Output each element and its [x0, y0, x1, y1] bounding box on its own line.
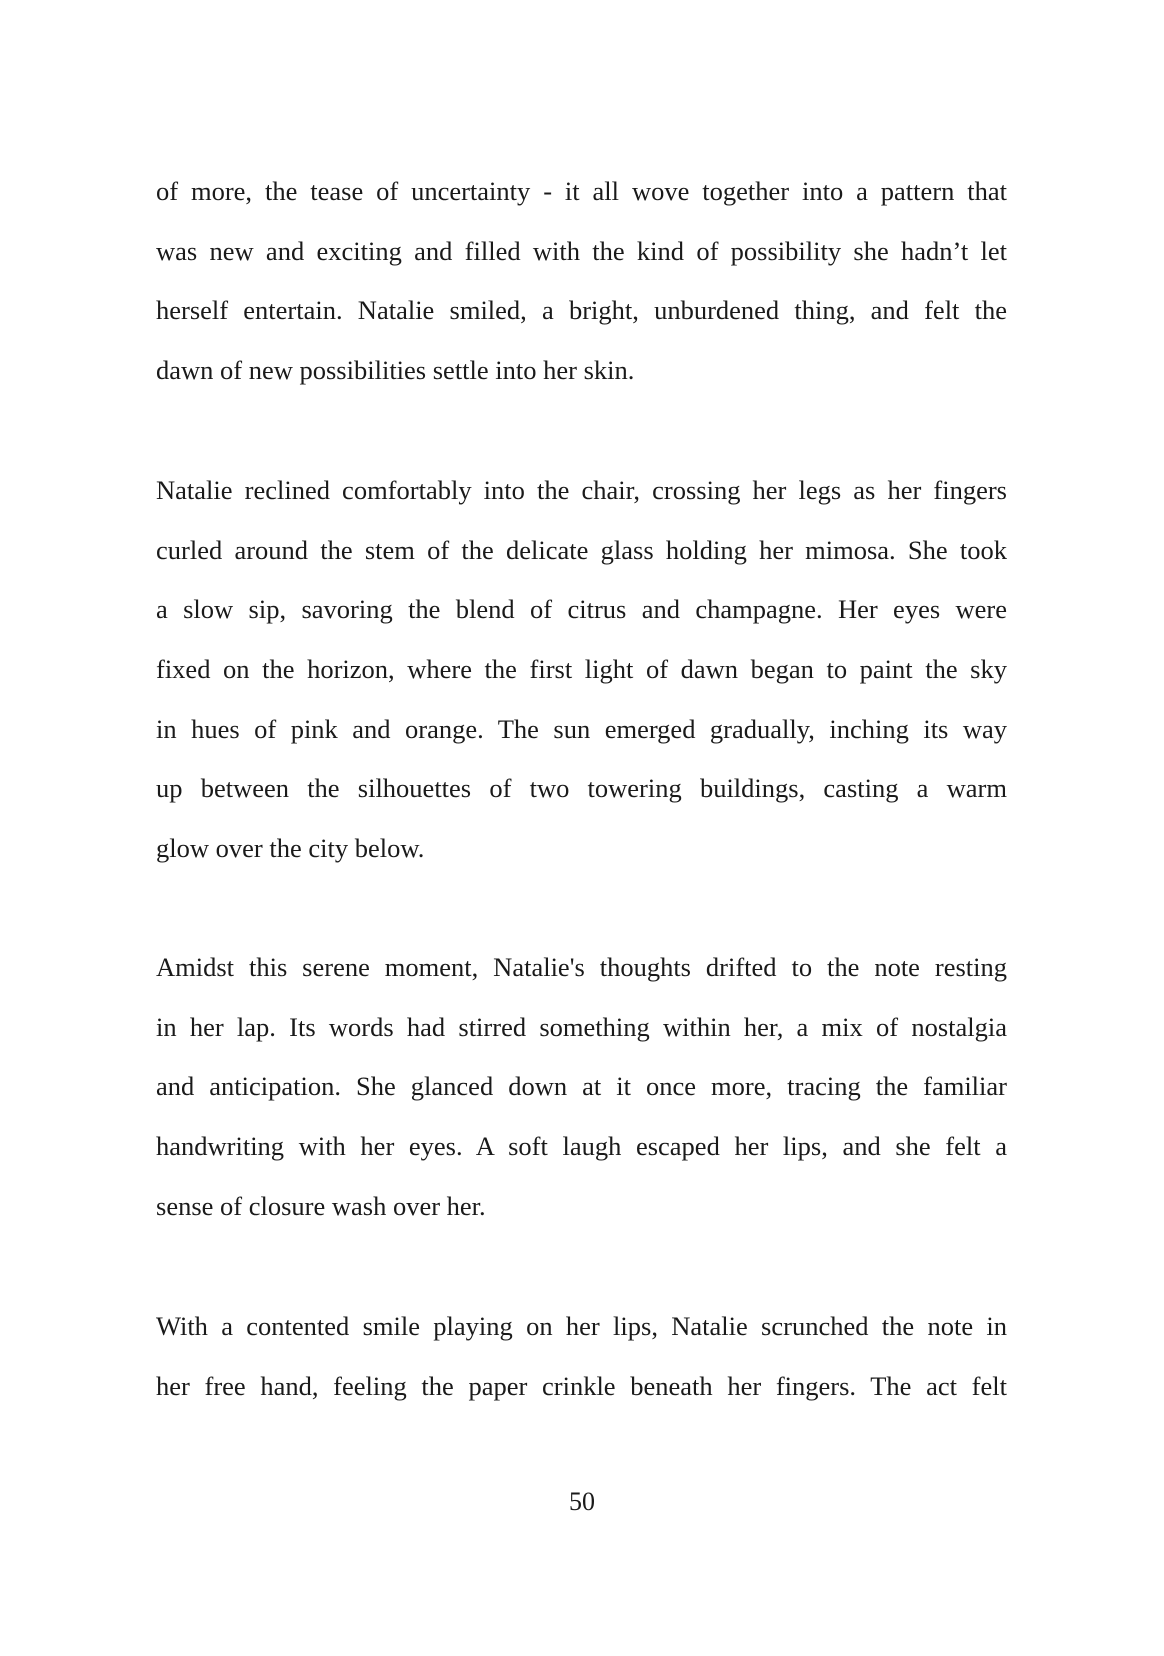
- text-line: a slow sip, savoring the blend of citrus and champagne. Her eyes were: [156, 594, 1007, 625]
- text-line: sense of closure wash over her.: [156, 1190, 486, 1221]
- text-line: in her lap. Its words had stirred something within her, a mix of nostalgia: [156, 1011, 1007, 1042]
- text-line: glow over the city below.: [156, 833, 425, 864]
- text-line: of more, the tease of uncertainty - it all wove together into a pattern that: [156, 176, 1007, 206]
- paragraph: [156, 1297, 1007, 1416]
- paragraph: [156, 162, 1007, 401]
- text-line: handwriting with her eyes. A soft laugh escaped her lips, and she felt a: [156, 1131, 1007, 1162]
- paragraph: [156, 938, 1007, 1236]
- text-line: up between the silhouettes of two towering buildings, casting a warm: [156, 773, 1007, 804]
- text-line: in hues of pink and orange. The sun emerged gradually, inching its way: [156, 713, 1007, 744]
- paragraph: [156, 461, 1007, 879]
- text-line: curled around the stem of the delicate glass holding her mimosa. She took: [156, 534, 1007, 565]
- text-line: fixed on the horizon, where the first light of dawn began to paint the sky: [156, 654, 1007, 685]
- text-line: herself entertain. Natalie smiled, a bright, unburdened thing, and felt the: [156, 295, 1007, 326]
- text-line: With a contented smile playing on her lips, Natalie scrunched the note in: [156, 1311, 1007, 1341]
- text-line: and anticipation. She glanced down at it once more, tracing the familiar: [156, 1071, 1007, 1102]
- page-number: 50: [569, 1487, 595, 1516]
- text-line: Amidst this serene moment, Natalie's thoughts drifted to the note resting: [156, 952, 1007, 982]
- text-line: her free hand, feeling the paper crinkle beneath her fingers. The act felt: [156, 1370, 1007, 1401]
- text-line: dawn of new possibilities settle into her skin.: [156, 355, 635, 386]
- text-line: Natalie reclined comfortably into the chair, crossing her legs as her fingers: [156, 475, 1007, 505]
- text-line: was new and exciting and filled with the kind of possibility she hadn’t let: [156, 235, 1007, 266]
